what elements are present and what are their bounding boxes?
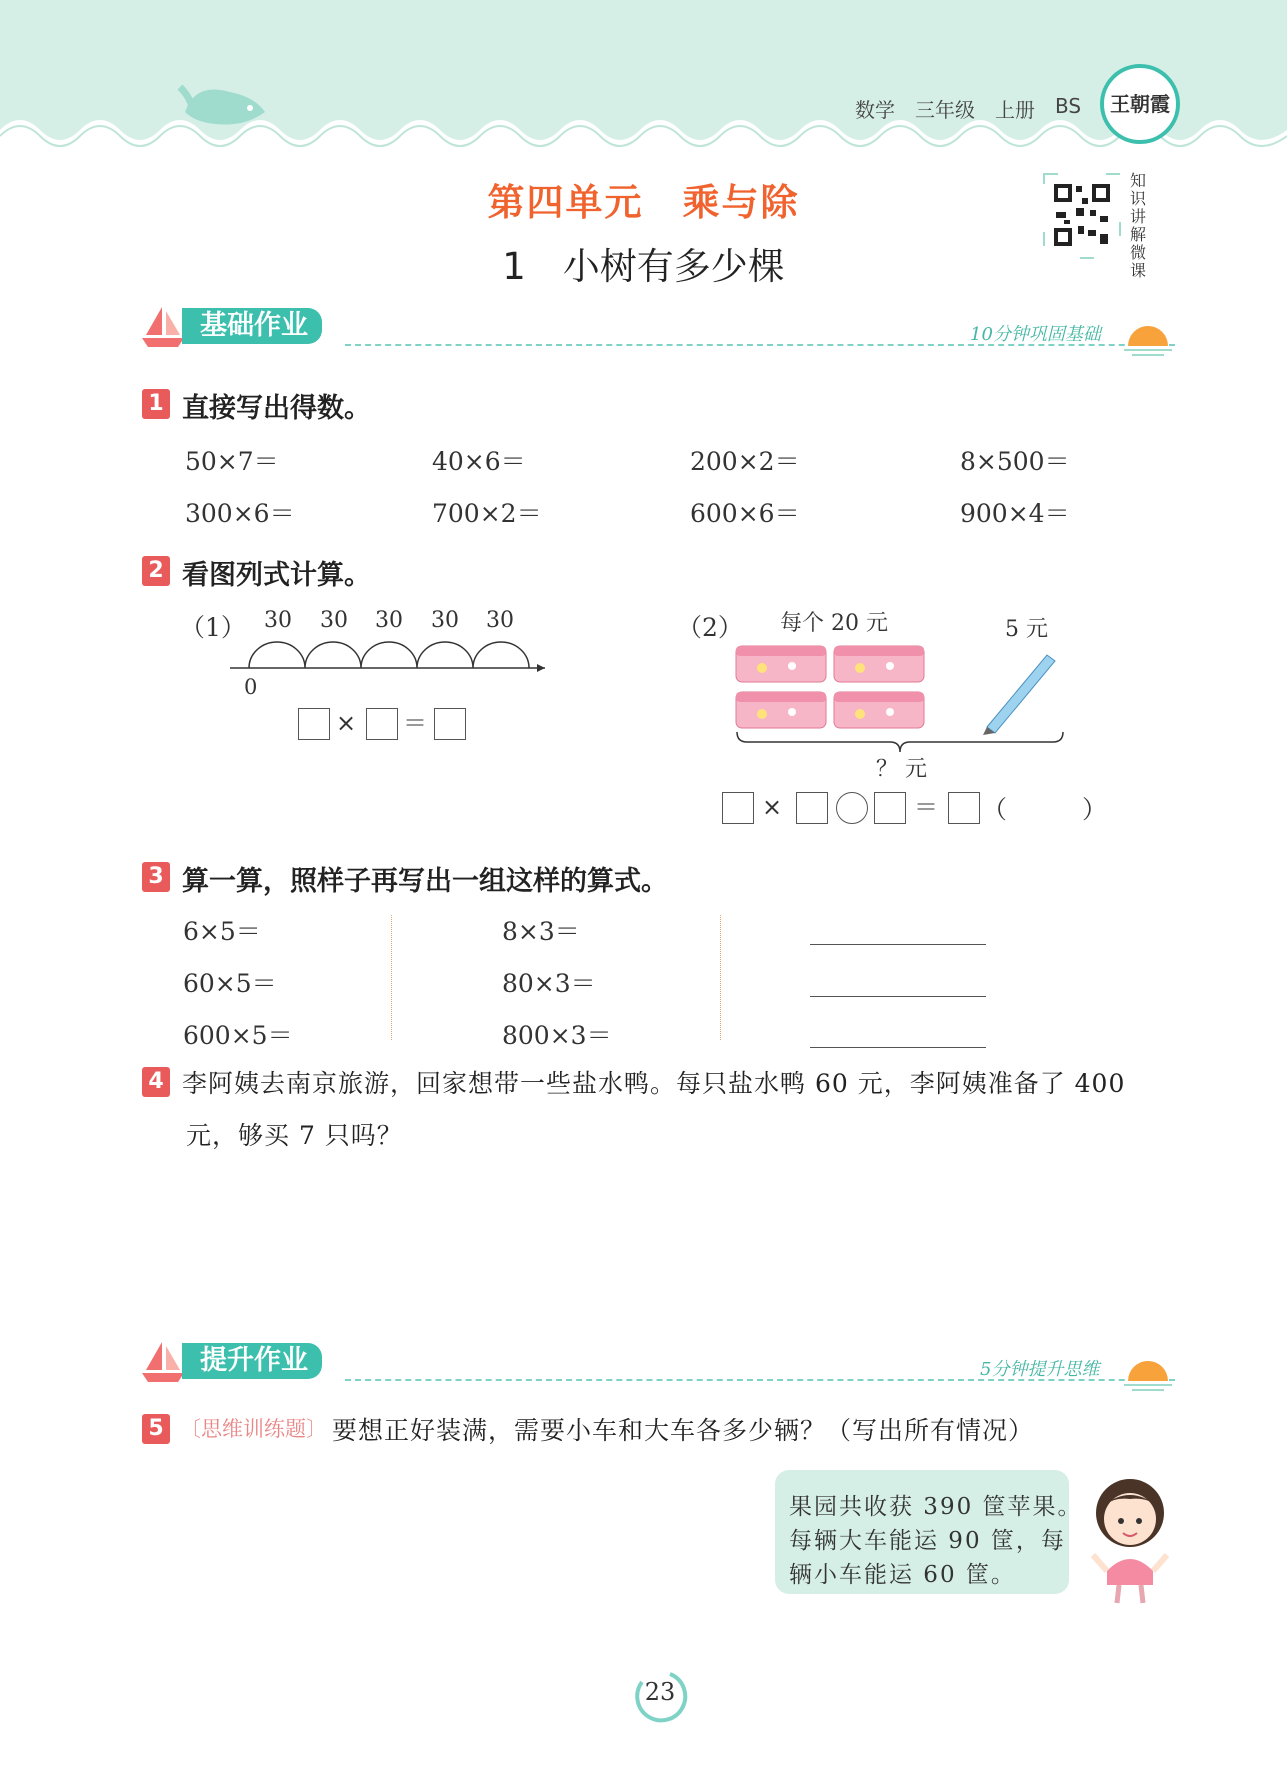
q1-expression: 700×2＝: [432, 499, 542, 528]
section-basic-label: 基础作业: [182, 308, 322, 344]
section-basic-note: 10分钟巩固基础: [970, 324, 1101, 345]
pencil-box-price: 每个 20 元: [780, 611, 888, 636]
jump-label: 30: [375, 608, 403, 633]
qr-label: 知识讲解微课: [1130, 171, 1147, 280]
page-number: 23: [644, 1678, 676, 1706]
breadcrumb-volume: 上册: [995, 98, 1035, 122]
jump-label: 30: [264, 608, 292, 633]
q2-part2-label: （2）: [677, 613, 743, 642]
jump-label: 30: [431, 608, 459, 633]
answer-box[interactable]: [874, 792, 906, 824]
sunset-icon: [1122, 1347, 1176, 1393]
question-1-title: 直接写出得数。: [182, 393, 371, 424]
question-4-number: 4: [142, 1067, 170, 1097]
question-3-title: 算一算，照样子再写出一组这样的算式。: [182, 866, 668, 897]
answer-box[interactable]: [434, 708, 466, 740]
unit-parentheses[interactable]: （ ）: [982, 795, 1108, 824]
section-advanced-note: 5分钟提升思维: [980, 1359, 1100, 1380]
question-4-text-line2: 元，够买 7 只吗？: [186, 1121, 403, 1150]
answer-box[interactable]: [948, 792, 980, 824]
q3-expression: 80×3＝: [502, 969, 596, 998]
q1-expression: 900×4＝: [960, 499, 1070, 528]
column-divider: [391, 915, 392, 1040]
total-unknown: ？ 元: [876, 757, 927, 782]
question-1-number: 1: [142, 389, 170, 419]
pencil-boxes-image: [732, 636, 932, 736]
times-sign: ×: [762, 793, 783, 821]
times-sign: ×: [336, 709, 357, 737]
q2-part1-label: （1）: [180, 613, 246, 642]
q1-expression: 40×6＝: [432, 447, 526, 476]
section-advanced-label: 提升作业: [182, 1343, 322, 1379]
q1-expression: 50×7＝: [185, 447, 279, 476]
question-5-number: 5: [142, 1414, 170, 1444]
answer-line[interactable]: [810, 996, 986, 997]
unit-title: 第四单元 乘与除: [487, 181, 800, 224]
question-2-title: 看图列式计算。: [182, 560, 371, 591]
number-line: [225, 630, 555, 675]
qr-code-icon[interactable]: [1042, 172, 1122, 260]
whale-icon: [175, 72, 275, 132]
sailboat-icon: [140, 303, 186, 349]
breadcrumb-edition: BS: [1055, 94, 1082, 118]
jump-label: 30: [486, 608, 514, 633]
answer-box[interactable]: [366, 708, 398, 740]
girl-illustration: [1085, 1475, 1175, 1605]
equals-sign: ＝: [914, 793, 938, 821]
breadcrumb: [855, 94, 1081, 123]
q3-expression: 800×3＝: [502, 1021, 612, 1050]
q1-expression: 600×6＝: [690, 499, 800, 528]
lesson-title: 1 小树有多少棵: [502, 245, 785, 288]
q3-expression: 600×5＝: [183, 1021, 293, 1050]
answer-box[interactable]: [722, 792, 754, 824]
logo: [1100, 64, 1180, 144]
question-4-text-line1: 李阿姨去南京旅游，回家想带一些盐水鸭。每只盐水鸭 60 元，李阿姨准备了 400: [182, 1069, 1126, 1098]
total-brace: [735, 730, 1065, 754]
question-2-number: 2: [142, 556, 170, 586]
q1-expression: 8×500＝: [960, 447, 1070, 476]
column-divider: [720, 915, 721, 1040]
sailboat-icon: [140, 1338, 186, 1384]
answer-line[interactable]: [810, 944, 986, 945]
answer-box[interactable]: [298, 708, 330, 740]
q1-expression: 200×2＝: [690, 447, 800, 476]
answer-box[interactable]: [796, 792, 828, 824]
q3-expression: 6×5＝: [183, 917, 261, 946]
question-5-text: 要想正好装满，需要小车和大车各多少辆？（写出所有情况）: [332, 1416, 1035, 1445]
breadcrumb-grade: 三年级: [915, 98, 975, 122]
number-line-origin: 0: [244, 675, 258, 699]
hint-line: 果园共收获 390 筐苹果。: [789, 1494, 1083, 1520]
q3-expression: 60×5＝: [183, 969, 277, 998]
question-5-tag: 〔思维训练题〕: [180, 1417, 327, 1441]
q1-expression: 300×6＝: [185, 499, 295, 528]
logo-text: 王朝霞: [1110, 92, 1170, 116]
sunset-icon: [1122, 312, 1176, 358]
answer-line[interactable]: [810, 1047, 986, 1048]
hint-line: 辆小车能运 60 筐。: [789, 1562, 1016, 1588]
pen-icon: [975, 645, 1065, 735]
q3-expression: 8×3＝: [502, 917, 580, 946]
pen-price: 5 元: [1005, 617, 1048, 642]
hint-line: 每辆大车能运 90 筐，每: [789, 1528, 1066, 1554]
jump-label: 30: [320, 608, 348, 633]
question-3-number: 3: [142, 862, 170, 892]
equals-sign: ＝: [403, 709, 427, 737]
operator-circle[interactable]: [836, 792, 868, 824]
breadcrumb-subject: 数学: [855, 98, 895, 122]
